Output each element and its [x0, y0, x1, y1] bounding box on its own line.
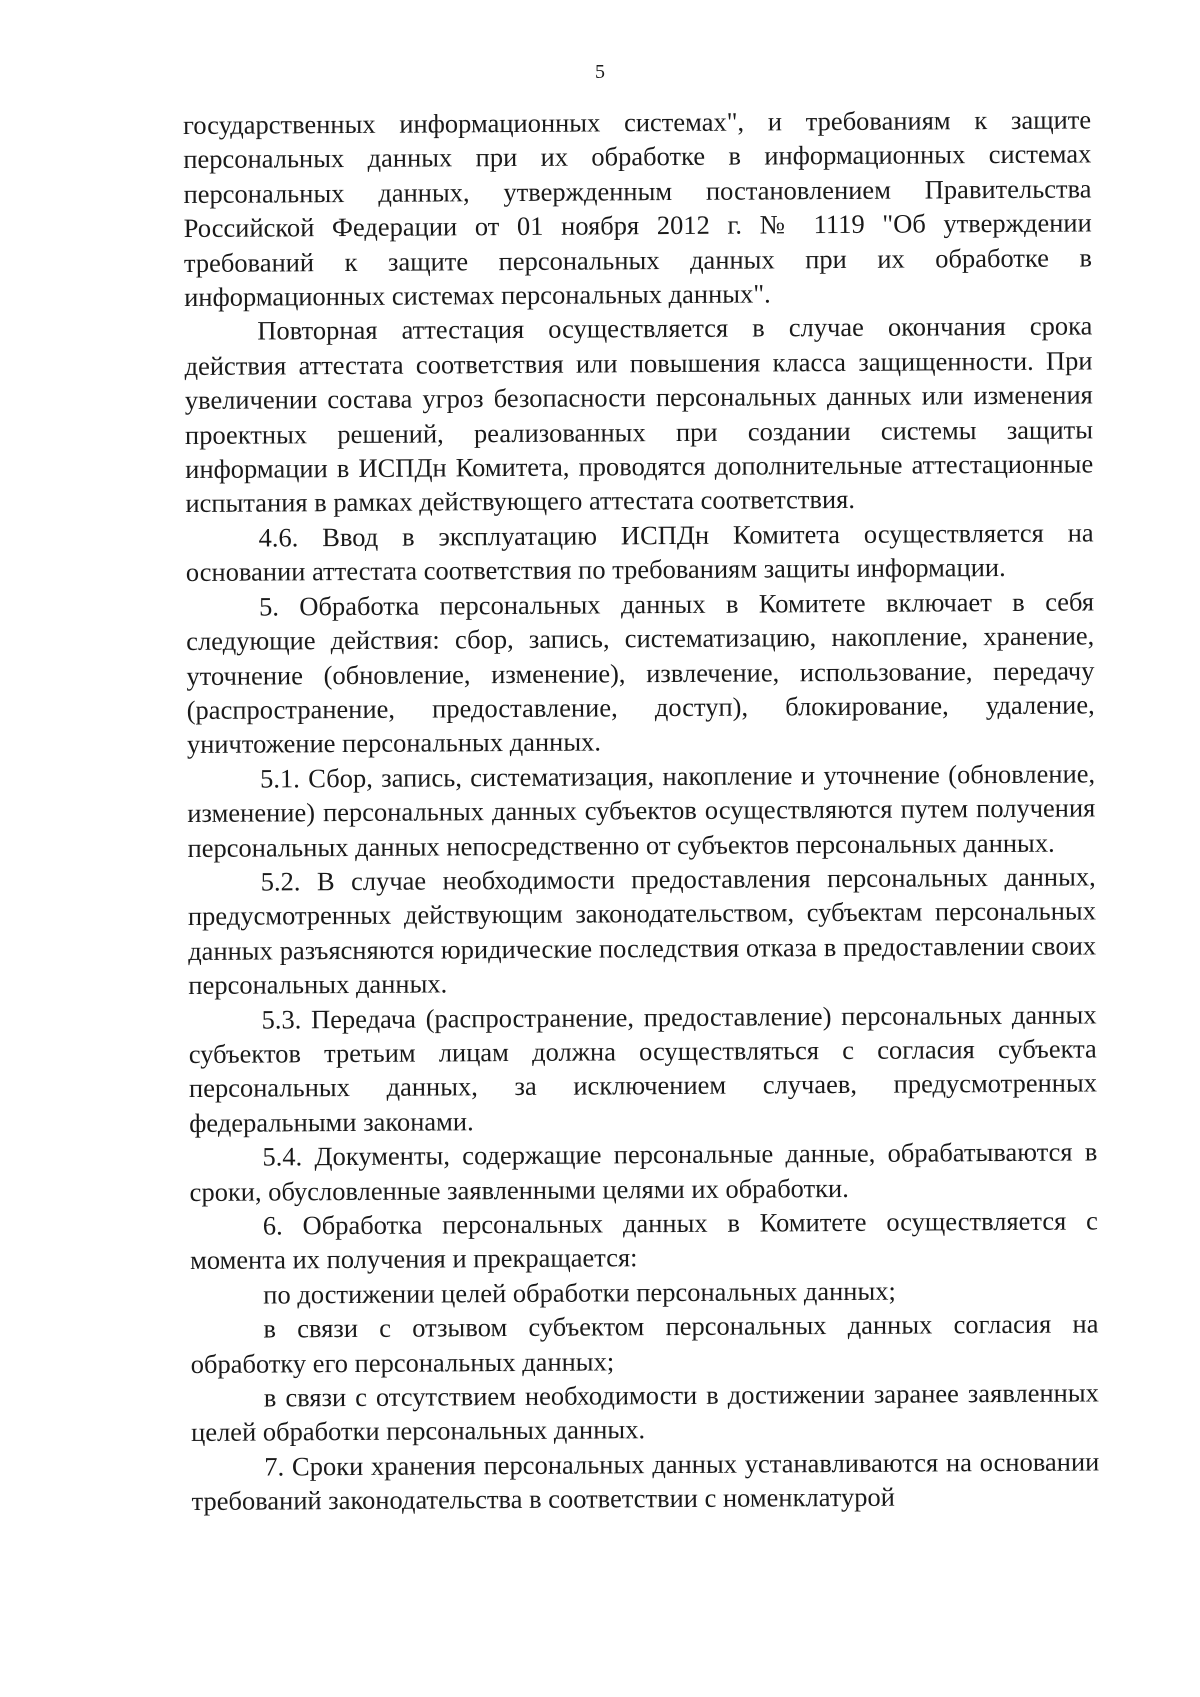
paragraph-5-4: 5.4. Документы, содержащие персональные данные, обрабатываются в сроки, обусловленные заявленными целями их обработки.	[189, 1136, 1098, 1207]
page-number: 5	[595, 61, 605, 83]
paragraph-7: 7. Сроки хранения персональных данных устанавливаются на основании требований законодательства в соответствии с номенклатурой	[191, 1446, 1100, 1517]
list-item-goals-achieved: по достижении целей обработки персональных данных;	[263, 1275, 896, 1310]
paragraph-4-6: 4.6. Ввод в эксплуатацию ИСПДн Комитета осуществляется на основании аттестата соответствия по требованиям защиты информации.	[185, 517, 1094, 588]
paragraph-5: 5. Обработка персональных данных в Комитете включает в себя следующие действия: сбор, запись, систематизацию, накопление, хранение, уточнение (обновление, изменение), извлечение, использование, передачу (распространение, предоставление, доступ), блокирование, удаление, уничтожение персональных данных.	[186, 586, 1095, 760]
paragraph-6: 6. Обработка персональных данных в Комитете осуществляется с момента их получения и прекращается:	[189, 1205, 1098, 1276]
paragraph-5-1: 5.1. Сбор, запись, систематизация, накопление и уточнение (обновление, изменение) персональных данных субъектов осуществляются путем получения персональных данных непосредственно от субъектов персональных данных.	[187, 758, 1096, 863]
paragraph-reattestation: Повторная аттестация осуществляется в случае окончания срока действия аттестата соответствия или повышения класса защищенности. При увеличении состава угроз безопасности персональных данных или изменения проектных решений, реализованных при создании системы защиты информации в ИСПДн Комитета, проводятся дополнительные аттестационные испытания в рамках действующего аттестата соответствия.	[184, 310, 1094, 519]
paragraph-5-2: 5.2. В случае необходимости предоставления персональных данных, предусмотренных действующим законодательством, субъектам персональных данных разъясняются юридические последствия отказа в предоставлении своих персональных данных.	[187, 861, 1097, 1001]
paragraph-continuation: государственных информационных системах", и требованиям к защите персональных данных при их обработке в информационных системах персональных данных, утвержденным постановлением Правительства Российской Федерации от 01 ноября 2012 г. № 1119 "Об утверждении требований к защите персональных данных при их обработке в информационных системах персональных данных".	[183, 104, 1093, 313]
list-item-no-necessity: в связи с отсутствием необходимости в достижении заранее заявленных целей обработки персональных данных.	[190, 1377, 1099, 1448]
document-body	[183, 102, 1100, 1518]
list-item-consent-withdrawn: в связи с отзывом субъектом персональных данных согласия на обработку его персональных данных;	[190, 1308, 1099, 1379]
paragraph-5-3: 5.3. Передача (распространение, предоставление) персональных данных субъектов третьим лицам должна осуществляться с согласия субъекта персональных данных, за исключением случаев, предусмотренных федеральными законами.	[188, 998, 1098, 1138]
